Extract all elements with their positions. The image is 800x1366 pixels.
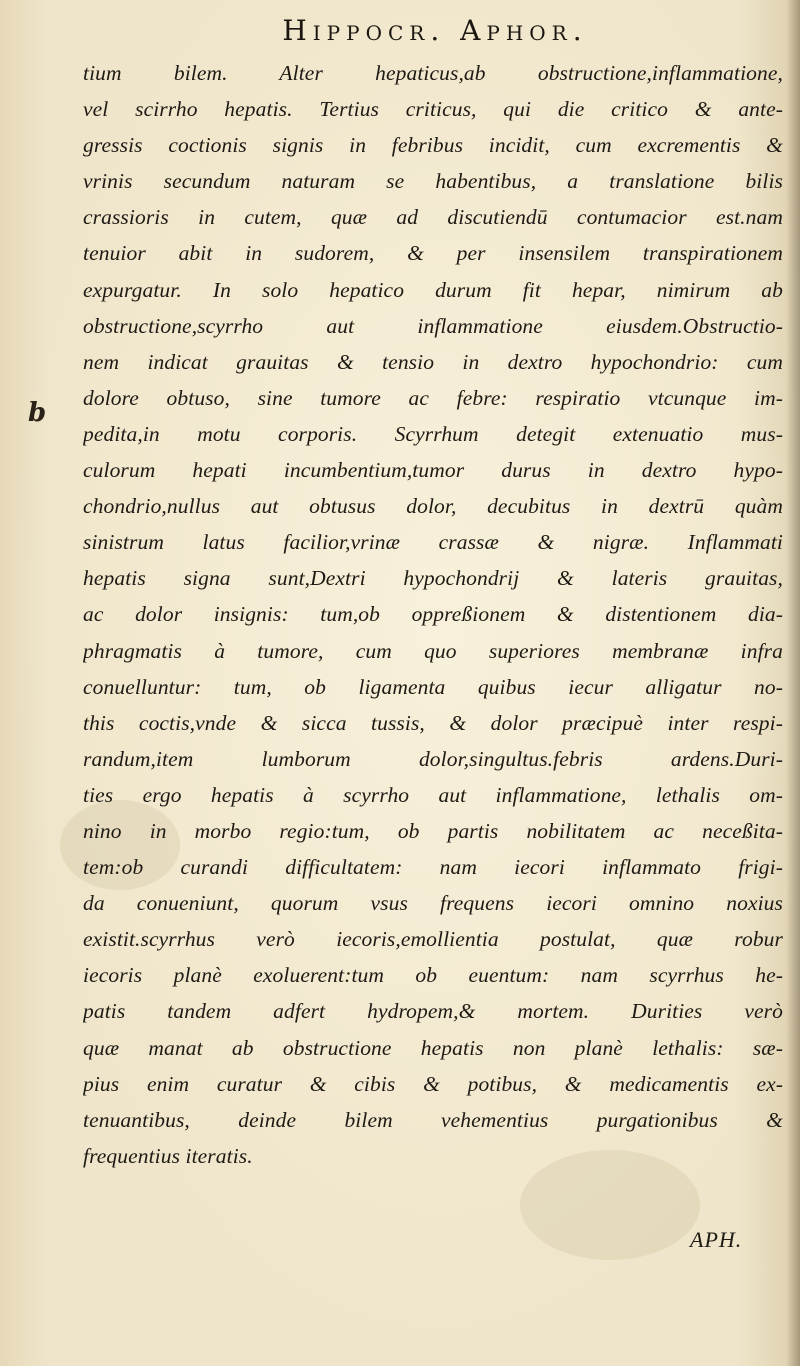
text-line: culorum hepati incumbentium,tumor durus in dextro hypo- xyxy=(83,458,783,483)
text-line: existit.scyrrhus verò iecoris,emollientia postulat, quæ robur xyxy=(83,927,783,952)
text-line: tenuior abit in sudorem, & per insensilem transpirationem xyxy=(83,241,783,266)
text-line: pedita,in motu corporis. Scyrrhum detegit extenuatio mus- xyxy=(83,421,783,446)
text-line: expurgatur. In solo hepatico durum fit hepar, nimirum ab xyxy=(83,277,783,302)
running-title: Hippocr. Aphor. xyxy=(282,14,588,47)
text-line: tem:ob curandi difficultatem: nam iecori inflammato frigi- xyxy=(83,855,783,880)
text-line: frequentius iteratis. xyxy=(83,1143,253,1168)
text-line: sinistrum latus facilior,vrinæ crassæ & nigræ. Inflammati xyxy=(83,530,783,555)
text-line: chondrio,nullus aut obtusus dolor, decubitus in dextrū quàm xyxy=(83,494,783,519)
body-text xyxy=(83,55,783,1174)
text-line: conuelluntur: tum, ob ligamenta quibus iecur alligatur no- xyxy=(83,674,783,699)
text-line: hepatis signa sunt,Dextri hypochondrij & lateris grauitas, xyxy=(83,566,783,591)
text-line: randum,item lumborum dolor,singultus.febris ardens.Duri- xyxy=(83,746,783,771)
text-line: obstructione,scyrrho aut inflammatione eiusdem.Obstructio- xyxy=(83,313,783,338)
text-line: phragmatis à tumore, cum quo superiores membranæ infra xyxy=(83,638,783,663)
text-line: vrinis secundum naturam se habentibus, a translatione bilis xyxy=(83,169,783,194)
text-line: ties ergo hepatis à scyrrho aut inflammatione, lethalis om- xyxy=(83,782,783,807)
text-line: patis tandem adfert hydropem,& mortem. Durities verò xyxy=(83,999,783,1024)
page-edge-shadow xyxy=(786,0,800,1366)
text-line: iecoris planè exoluerent:tum ob euentum: nam scyrrhus he- xyxy=(83,963,783,988)
text-line: pius enim curatur & cibis & potibus, & medicamentis ex- xyxy=(83,1071,783,1096)
text-line: tium bilem. Alter hepaticus,ab obstructione,inflammatione, xyxy=(83,61,783,85)
text-line: nino in morbo regio:tum, ob partis nobilitatem ac neceßita- xyxy=(83,818,783,843)
text-line: quæ manat ab obstructione hepatis non planè lethalis: sæ- xyxy=(83,1035,783,1060)
text-line: nem indicat grauitas & tensio in dextro hypochondrio: cum xyxy=(83,349,783,374)
text-line: gressis coctionis signis in febribus incidit, cum excrementis & xyxy=(83,133,783,158)
running-header xyxy=(0,14,800,47)
text-line: dolore obtuso, sine tumore ac febre: respiratio vtcunque im- xyxy=(83,385,783,410)
text-line: this coctis,vnde & sicca tussis, & dolor præcipuè inter respi- xyxy=(83,710,783,735)
marginal-letter: b xyxy=(28,398,47,428)
text-line: ac dolor insignis: tum,ob oppreßionem & distentionem dia- xyxy=(83,602,783,627)
text-line: crassioris in cutem, quæ ad discutiendū contumacior est.nam xyxy=(83,205,783,230)
catchword: APH. xyxy=(690,1227,743,1252)
text-line: vel scirrho hepatis. Tertius criticus, qui die critico & ante- xyxy=(83,97,783,122)
text-line: tenuantibus, deinde bilem vehementius purgationibus & xyxy=(83,1107,783,1132)
text-line: da conueniunt, quorum vsus frequens iecori omnino noxius xyxy=(83,891,783,916)
